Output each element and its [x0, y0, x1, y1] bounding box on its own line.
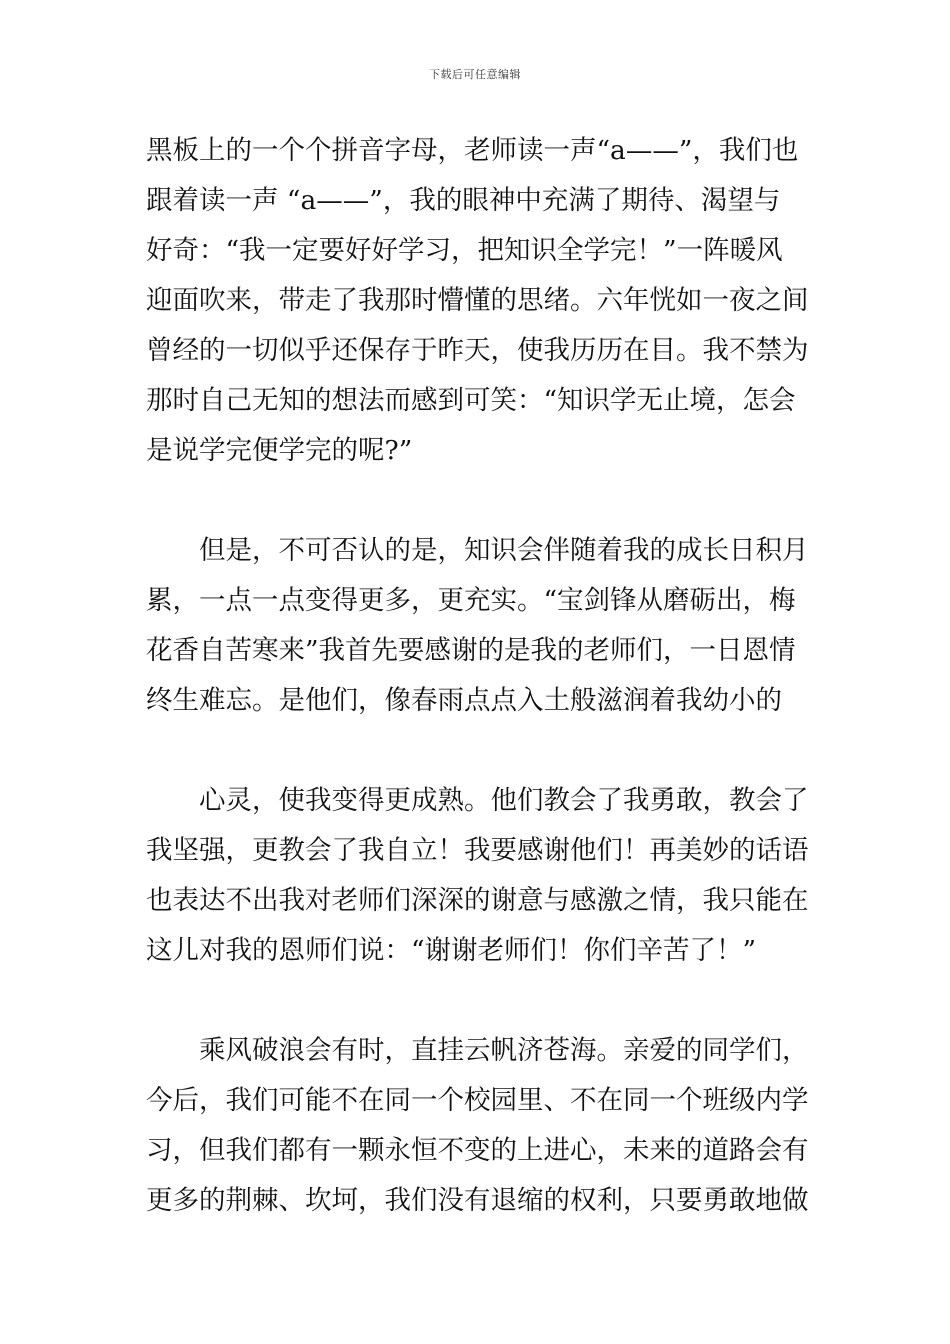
text-line: 今后，我们可能不在同一个校园里、不在同一个班级内学 — [146, 1085, 809, 1116]
paragraph-3 — [146, 776, 811, 976]
paragraph-1 — [146, 126, 811, 476]
text-line: 累，一点一点变得更多，更充实。“宝剑锋从磨砺出，梅 — [146, 585, 796, 616]
text-line: 曾经的一切似乎还保存于昨天，使我历历在目。我不禁为 — [146, 335, 809, 366]
text-line: 跟着读一声 “a——”，我的眼神中充满了期待、渴望与 — [146, 185, 781, 216]
text-line: 黑板上的一个个拼音字母，老师读一声“a——”，我们也 — [146, 135, 799, 166]
page-header: 下载后可任意编辑 — [429, 68, 521, 81]
text-line: 也表达不出我对老师们深深的谢意与感激之情，我只能在 — [146, 885, 809, 916]
paragraph-2 — [146, 526, 811, 726]
text-line: 是说学完便学完的呢?” — [146, 435, 413, 466]
text-line: 终生难忘。是他们，像春雨点点入土般滋润着我幼小的 — [146, 685, 782, 716]
text-line: 迎面吹来，带走了我那时懵懂的思绪。六年恍如一夜之间 — [146, 285, 809, 316]
text-line: 习，但我们都有一颗永恒不变的上进心，未来的道路会有 — [146, 1135, 809, 1166]
text-line: 乘风破浪会有时，直挂云帆济苍海。亲爱的同学们， — [146, 1035, 809, 1066]
paragraph-4 — [146, 1026, 811, 1226]
text-line: 那时自己无知的想法而感到可笑：“知识学无止境，怎会 — [146, 385, 796, 416]
text-line: 心灵，使我变得更成熟。他们教会了我勇敢，教会了 — [146, 785, 809, 816]
text-line: 但是，不可否认的是，知识会伴随着我的成长日积月 — [146, 535, 809, 566]
text-line: 这儿对我的恩师们说：“谢谢老师们！你们辛苦了！” — [146, 935, 757, 966]
text-line: 好奇：“我一定要好好学习，把知识全学完！”一阵暖风 — [146, 235, 783, 266]
text-line: 更多的荆棘、坎坷，我们没有退缩的权利，只要勇敢地做 — [146, 1185, 809, 1216]
text-line: 我坚强，更教会了我自立！我要感谢他们！再美妙的话语 — [146, 835, 809, 866]
text-line: 花香自苦寒来”我首先要感谢的是我的老师们，一日恩情 — [146, 635, 796, 666]
